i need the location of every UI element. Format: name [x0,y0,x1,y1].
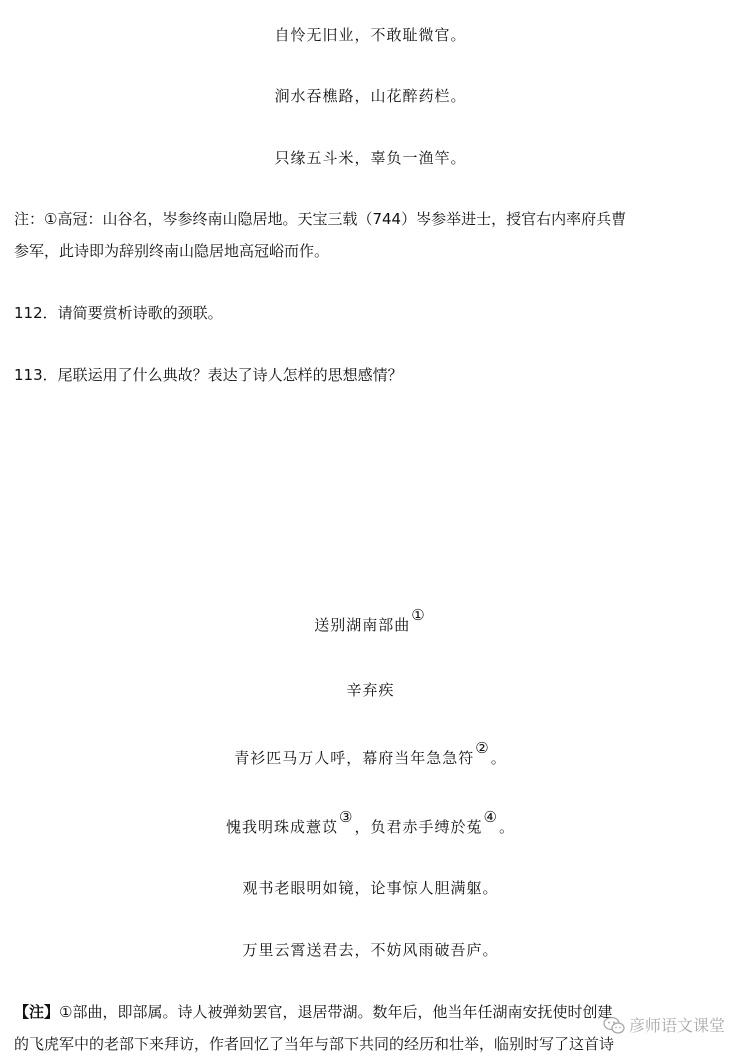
poem2-title-mark: ① [411,606,426,624]
poem2-line-1 [0,739,741,768]
poem2-note-line-1 [14,1002,612,1022]
poem2-line-2-mark-a: ③ [339,808,354,826]
poem1-line-2: 涧水吞樵路，山花醉药栏。 [274,87,467,105]
poem2-note-line-1-text: ①部曲，即部属。诗人被弹劾罢官，退居带湖。数年后，他当年任湖南安抚使时创建 [59,1003,613,1021]
watermark [603,1013,725,1036]
poem2-line-2 [0,808,741,837]
poem1-line-1: 自怜无旧业，不敢耻微官。 [274,26,467,44]
poem2-line-2-end: 。 [498,818,515,836]
poem2-line-2-mark-b: ④ [483,808,498,826]
poem2-line-1-text: 青衫匹马万人呼，幕府当年急急符 [234,749,475,767]
wechat-icon [603,1016,625,1034]
poem2-line-1-mark: ② [475,739,490,757]
poem2-note-line-2: 的飞虎军中的老部下来拜访，作者回忆了当年与部下共同的经历和壮举，临别时写了这首诗 [14,1035,615,1053]
poem1-note-line-2: 参军，此诗即为辞别终南山隐居地高冠峪而作。 [14,242,330,260]
watermark-text: 彦师语文课堂 [628,1016,725,1035]
poem2-author: 辛弃疾 [346,681,395,699]
poem1-note-line-1: 注：①高冠：山谷名，岑参终南山隐居地。天宝三载（744）岑参举进士，授官右内率府兵曹 [14,210,627,228]
poem2-line-1-end: 。 [490,749,507,767]
poem2-line-2-part-a: 愧我明珠成薏苡 [226,818,339,836]
poem2-line-2-part-b: ，负君赤手缚於菟 [354,818,483,836]
poem2-line-3: 观书老眼明如镜，论事惊人胆满躯。 [242,879,499,897]
poem1-line-3: 只缘五斗米，辜负一渔竿。 [274,149,467,167]
note-bracket-label: 【注】 [14,1003,60,1021]
poem2-title-text: 送别湖南部曲 [314,616,411,634]
poem2-line-4: 万里云霄送君去，不妨风雨破吾庐。 [242,941,499,959]
question-112: 112．请简要赏析诗歌的颈联。 [14,304,223,322]
poem2-title [0,606,741,635]
question-113: 113．尾联运用了什么典故？表达了诗人怎样的思想感情？ [14,366,403,384]
